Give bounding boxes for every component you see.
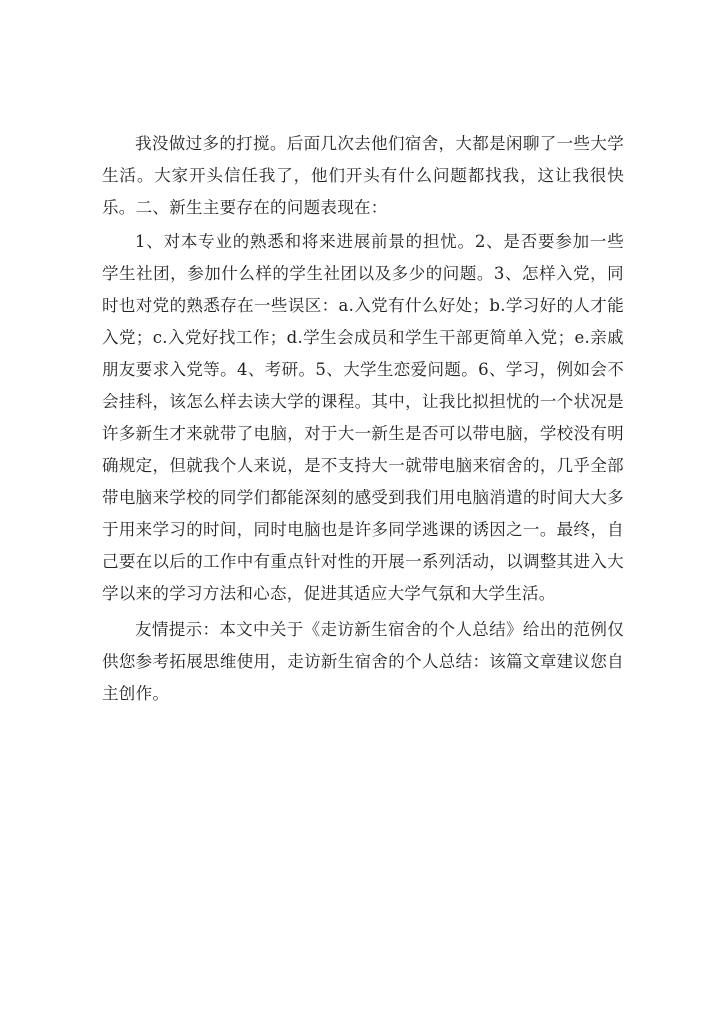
paragraph-friendly-hint: 友情提示：本文中关于《走访新生宿舍的个人总结》给出的范例仅供您参考拓展思维使用，走访新生宿舍的个人总结：该篇文章建议您自主创作。 bbox=[102, 620, 624, 703]
paragraph-intro: 我没做过多的打搅。后面几次去他们宿舍，大都是闲聊了一些大学生活。大家开头信任我了，他们开头有什么问题都找我，这让我很快乐。二、新生主要存在的问题表现在： bbox=[102, 134, 624, 217]
document-body bbox=[102, 128, 624, 712]
paragraph-issues: 1、对本专业的熟悉和将来进展前景的担忧。2、是否要参加一些学生社团，参加什么样的学生社团以及多少的问题。3、怎样入党，同时也对党的熟悉存在一些误区：a.入党有什么好处；b.学习好的人才能入党；c.入党好找工作；d.学生会成员和学生干部更简单入党；e.亲戚朋友要求入党等。4、考研。5、大学生恋爱问题。6、学习，例如会不会挂科，该怎么样去读大学的课程。其中，让我比拟担忧的一个状况是许多新生才来就带了电脑，对于大一新生是否可以带电脑，学校没有明确规定，但就我个人来说，是不支持大一就带电脑来宿舍的，几乎全部带电脑来学校的同学们都能深刻的感受到我们用电脑消遣的时间大大多于用来学习的时间，同时电脑也是许多同学逃课的诱因之一。最终，自己要在以后的工作中有重点针对性的开展一系列活动，以调整其进入大学以来的学习方法和心态，促进其适应大学气氛和大学生活。 bbox=[102, 232, 624, 603]
